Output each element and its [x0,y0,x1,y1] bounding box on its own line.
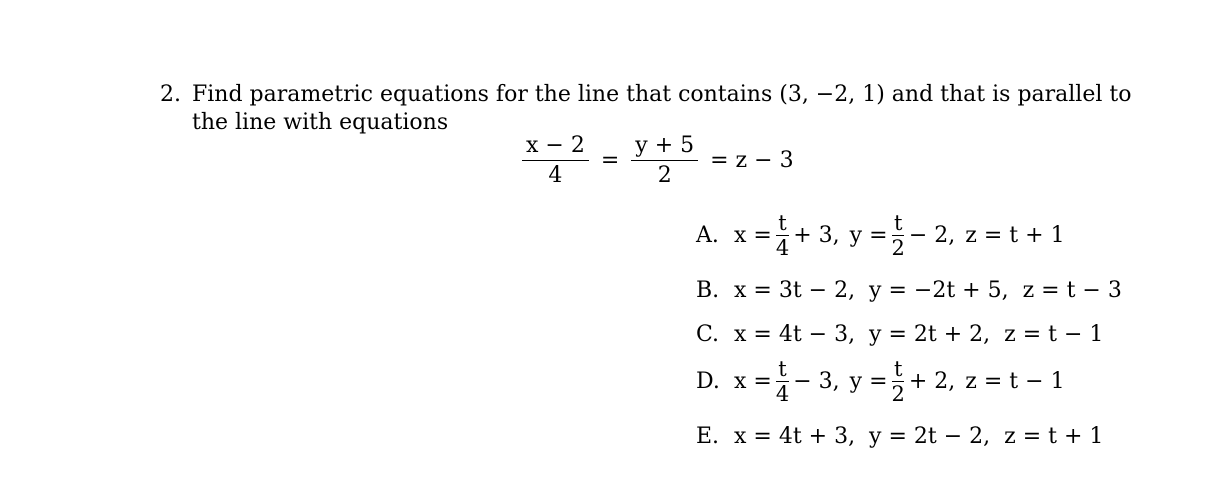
choice-b-text: x = 3t − 2, y = −2t + 5, z = t − 3 [734,278,1122,303]
choice-d-y-frac-num: t [893,357,903,381]
question-text-line2: the line with equations [192,110,449,135]
question-block [160,80,1132,135]
fraction-x-denominator: 4 [548,163,563,188]
choice-b[interactable] [696,278,1122,303]
question-number: 2. [160,82,181,107]
choice-a[interactable] [696,212,1065,258]
z-expression: = z − 3 [710,148,794,173]
choice-d-y-fraction [892,358,905,404]
choice-a-x-post: + 3, [793,222,840,248]
choice-c-text: x = 4t − 3, y = 2t + 2, z = t − 1 [734,322,1104,347]
choice-d[interactable] [696,358,1065,404]
choice-e-label: E. [696,424,720,449]
choice-a-y-post: − 2, [908,222,956,248]
choice-a-label: A. [696,222,719,248]
choice-c[interactable] [696,322,1103,347]
fraction-y [631,134,698,187]
choice-a-y-frac-num: t [893,211,903,235]
choice-d-x-fraction [776,358,789,404]
question-line-1 [160,80,1132,110]
fraction-x-numerator: x − 2 [522,134,589,161]
choice-c-label: C. [696,322,720,347]
choice-a-x-fraction [776,212,789,258]
choice-d-y-pre: y = [849,368,888,394]
choice-a-x-frac-num: t [778,211,787,235]
choice-a-x-pre: x = [734,222,772,248]
choice-d-y-frac-den: 2 [891,382,905,406]
choice-d-x-frac-num: t [778,357,787,381]
choice-d-y-post: + 2, [908,368,956,394]
fraction-y-numerator: y + 5 [631,134,698,161]
choice-d-label: D. [696,368,720,394]
choice-a-y-frac-den: 2 [891,236,905,260]
choice-e[interactable] [696,424,1103,449]
choice-a-z: z = t + 1 [965,222,1065,248]
choice-d-x-post: − 3, [793,368,840,394]
choice-b-label: B. [696,278,720,303]
choice-a-y-pre: y = [849,222,888,248]
choice-a-x-frac-den: 4 [775,236,790,260]
equals-sign-1: = [600,148,620,173]
choice-a-y-fraction [892,212,905,258]
fraction-x [522,134,589,187]
fraction-y-denominator: 2 [657,163,672,188]
choice-d-x-pre: x = [734,368,772,394]
choice-d-x-frac-den: 4 [775,382,790,406]
question-text-line1: Find parametric equations for the line that contains (3, −2, 1) and that is parallel to [192,82,1132,107]
display-equation [518,134,802,187]
choice-e-text: x = 4t + 3, y = 2t − 2, z = t + 1 [734,424,1104,449]
choice-d-z: z = t − 1 [965,368,1065,394]
